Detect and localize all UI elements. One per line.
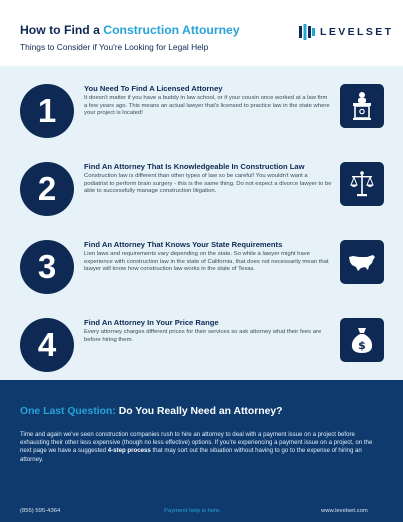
title-prefix: How to Find a: [20, 23, 104, 37]
step-body: Construction law is different than other types of law so be careful! You wouldn't want a podiatrist to perform brain surgery - this is the same thing. Do not expect a divorce lawyer to be able to successfully manage construction litigation.: [84, 173, 332, 195]
scales-icon: [340, 162, 384, 206]
step-number: 1: [20, 84, 74, 138]
footer-text-bold: 4-step process: [107, 447, 151, 455]
podium-icon: [340, 84, 384, 128]
header: [0, 0, 403, 66]
step-3: [0, 240, 403, 302]
footer-text-before: Time and again we've seen construction companies rush to hire an attorney to deal with a payment issue on a project before exhausting their other less expensive (though no less effective) options. If you're experiencing a payment issue on a project, on the next page we have a suggested: [20, 431, 373, 455]
svg-text:$: $: [358, 339, 366, 352]
step-title: Find An Attorney That Is Knowledgeable In Construction Law: [84, 162, 305, 171]
question-rest: Do You Really Need an Attorney?: [115, 406, 283, 417]
phone-number: (855) 595-4364: [20, 508, 61, 514]
step-title: You Need To Find A Licensed Attorney: [84, 84, 223, 93]
step-body: Every attorney charges different prices for their services so ask attorney what their fees are before hiring them.: [84, 329, 322, 343]
footer-paragraph: [20, 431, 376, 464]
levelset-logo: [299, 24, 393, 40]
logo-text: LEVELSET: [320, 26, 394, 38]
step-number: 2: [20, 162, 74, 216]
us-map-icon: [340, 240, 384, 284]
title-accent: Construction Attourney: [103, 23, 240, 37]
footer-text-after: that may sort out the situation without having to go to the expense of hiring an attorney.: [20, 447, 362, 463]
page-title: [20, 23, 240, 37]
page-subtitle: Things to Consider if You're Looking for Legal Help: [20, 42, 209, 52]
website-link[interactable]: www.levelset.com: [321, 508, 368, 514]
step-4: [0, 318, 403, 380]
step-2: [0, 162, 403, 224]
step-title: Find An Attorney In Your Price Range: [84, 318, 219, 327]
step-1: [0, 84, 403, 146]
last-question-heading: [20, 406, 283, 417]
payment-help-link[interactable]: Payment help is here.: [164, 508, 221, 514]
step-number: 3: [20, 240, 74, 294]
steps-section: [0, 66, 403, 380]
levelset-logo-icon: [299, 24, 315, 40]
step-body: Lien laws and requirements vary depending on the state. So while a lawyer might have experience with construction law in the state of California, that does not necessarily mean that lawyer will know how construction law works in the state of Texas.: [84, 251, 329, 273]
question-accent: One Last Question:: [20, 406, 116, 417]
footer-section: [0, 380, 403, 522]
step-title: Find An Attorney That Knows Your State Requirements: [84, 240, 283, 249]
step-number: 4: [20, 318, 74, 372]
money-bag-icon: [340, 318, 384, 362]
step-body: It doesn't matter if you have a buddy in law school, or if your cousin once worked at a law firm a few years ago. This means an actual lawyer that's licensed to practice law in the state where your project is located!: [84, 95, 330, 117]
